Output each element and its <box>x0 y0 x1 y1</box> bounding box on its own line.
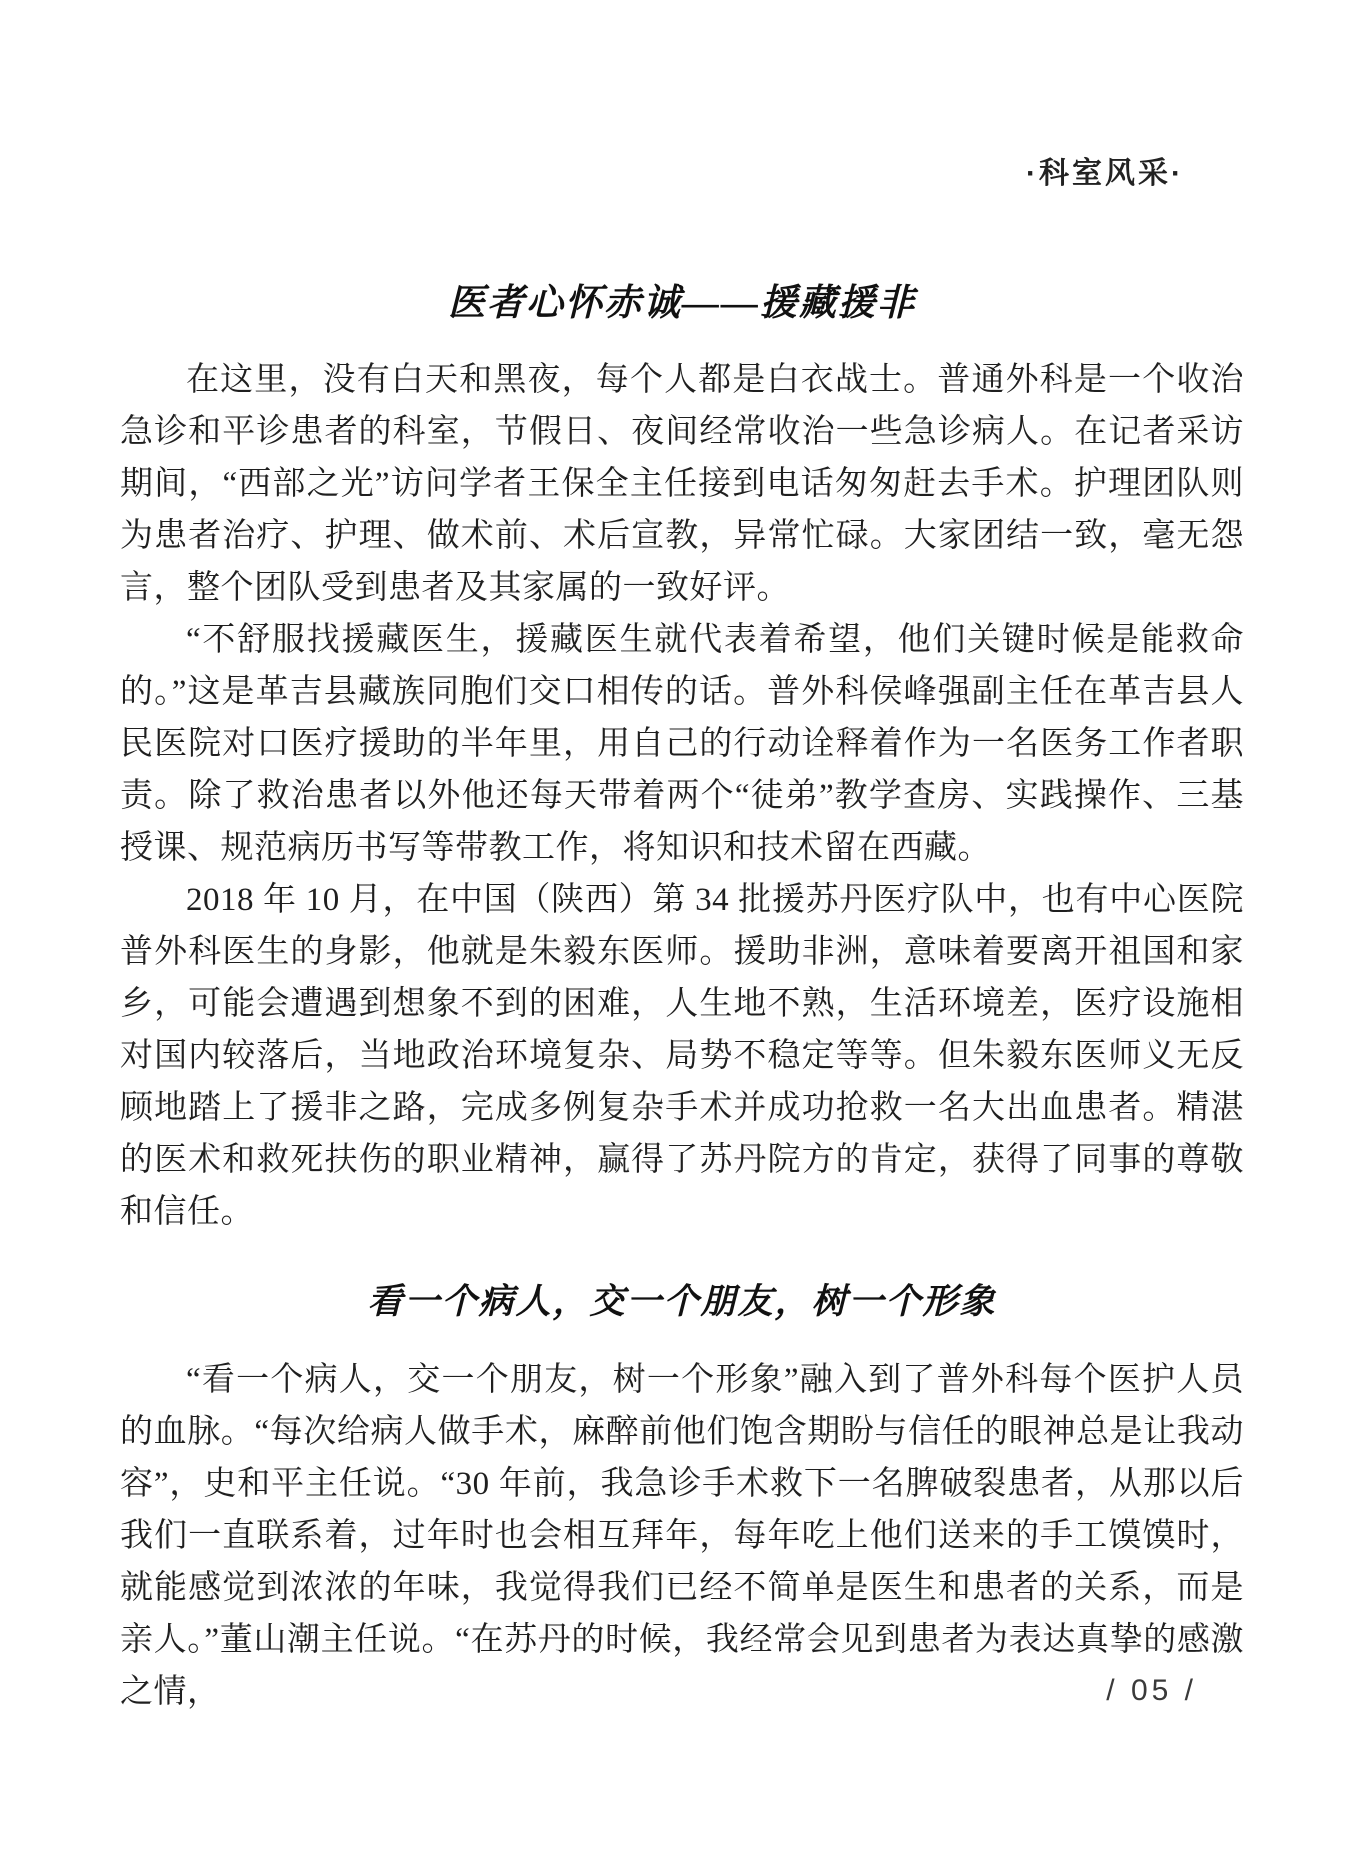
article-title: 医者心怀赤诚——援藏援非 <box>448 283 916 324</box>
paragraph: “不舒服找援藏医生，援藏医生就代表着希望，他们关键时候是能救命的。”这是革吉县藏族同胞们交口相传的话。普外科侯峰强副主任在革吉县人民医院对口医疗援助的半年里，用自己的行动诠释着作为一名医务工作者职责。除了救治患者以外他还每天带着两个“徒弟”教学查房、实践操作、三基授课、规范病历书写等带教工作，将知识和技术留在西藏。 <box>120 622 1244 866</box>
page-number: / 05 / <box>1106 1674 1197 1707</box>
paragraph: 2018 年 10 月，在中国（陕西）第 34 批援苏丹医疗队中，也有中心医院普外科医生的身影，他就是朱毅东医师。援助非洲，意味着要离开祖国和家乡，可能会遭遇到想象不到的困难，人生地不熟，生活环境差，医疗设施相对国内较落后，当地政治环境复杂、局势不稳定等等。但朱毅东医师义无反顾地踏上了援非之路，完成多例复杂手术并成功抢救一名大出血患者。精湛的医术和救死扶伤的职业精神，赢得了苏丹院方的肯定，获得了同事的尊敬和信任。 <box>120 882 1244 1230</box>
paragraph: “看一个病人，交一个朋友，树一个形象”融入到了普外科每个医护人员的血脉。“每次给病人做手术，麻醉前他们饱含期盼与信任的眼神总是让我动容”，史和平主任说。“30 年前，我急诊手术救下一名脾破裂患者，从那以后我们一直联系着，过年时也会相互拜年，每年吃上他们送来的手工馍馍时，就能感觉到浓浓的年味，我觉得我们已经不简单是医生和患者的关系，而是亲人。”董山潮主任说。“在苏丹的时候，我经常会见到患者为表达真挚的感激之情， <box>120 1362 1244 1710</box>
paragraph: 在这里，没有白天和黑夜，每个人都是白衣战士。普通外科是一个收治急诊和平诊患者的科室，节假日、夜间经常收治一些急诊病人。在记者采访期间，“西部之光”访问学者王保全主任接到电话匆匆赶去手术。护理团队则为患者治疗、护理、做术前、术后宣教，异常忙碌。大家团结一致，毫无怨言，整个团队受到患者及其家属的一致好评。 <box>120 362 1244 606</box>
section-heading: 看一个病人，交一个朋友，树一个形象 <box>367 1282 997 1321</box>
page-content <box>0 148 1362 1718</box>
article-body <box>120 354 1244 1718</box>
running-header: ·科室风采· <box>1026 157 1184 190</box>
